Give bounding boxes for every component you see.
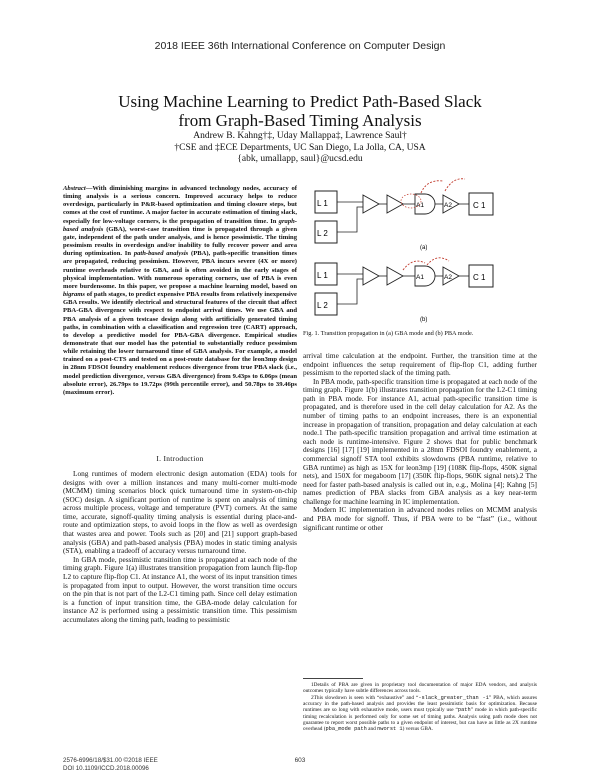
paragraph: In GBA mode, pessimistic transition time is propagated at each node of the timing graph. Figure 1(a) illustrates transition propagation from launch flip-flop L2 to capture flip-flop C1. At instance A1, the worst of its input transition times is propagated from input to output. However, the worst transition time occurs on the pin that is not part of the L2-C1 timing path. Since cell delay estimation is a function of input transition time, the GBA-mode delay calculation for instance A2 is performed using a pessimistic transition time. This pessimism accumulates along the timing path, leading to pessimistic [63,554,297,624]
author-block [60,131,540,166]
footnote-text: 2This slowdown is seen with “exhaustive” and “ [311,694,419,701]
footnote-rule [303,678,363,679]
figure-1b-label: (b) [420,317,428,323]
paragraph: In PBA mode, path-specific transition time is propagated at each node of the timing graph. Figure 1(b) illustrates transition propagation for the L2-C1 timing path in PBA mode. For instance A1, actual path-specific transition time is propagated, and is therefore used in the cell delay calculation for A2. As the number of timing paths to an endpoint increases, there is an exponential increase in propagation of transition, propagation and delay calculation at each node.1 The path-specific transition propagation and arrival time estimation at each node is runtime-intensive. Figure 2 shows that for public benchmark designs [16] [17] [19] implemented in a 28nm FDSOI foundry enablement, a commercial signoff STA tool exhibits slowdowns (PBA runtime, relative to GBA runtime) as high as 15X for leon3mp [19] (108K flip-flops, 450K signal nets), and 150X for megaboom [17] (350K flip-flops, 960K signal nets).2 The need for faster path-based analysis is called out in, e.g., Molina [4]; Kahng [5] names prediction of PBA slacks from GBA analysis as a key near-term challenge for machine learning in IC implementation. [303,376,537,506]
figure-1a [315,179,493,251]
author-names: Andrew B. Kahng†‡, Uday Mallappa‡, Lawrence Saul† [193,131,407,141]
footnote-code: pba_mode path [325,726,367,733]
footnote-text: ” mode in which path-specific timing recalculation is performed only for some set of timing paths. Analysis using path mode does not guarantee to report worst possible paths to a given endpoint of interest, but can have as little as 2X runtime overhead ( [303,707,537,733]
footnotes [303,682,537,733]
footnote-text: ” PBA, which assures accuracy in the path-based analysis and provides the least pessimistic basis for optimization. Because runtimes are so long with exhaustive mode, users must typically use “ [303,694,538,714]
footer-issn: 2576-6996/18/$31.00 ©2018 IEEE [63,757,158,764]
paragraph: arrival time calculation at the endpoint. Further, the transition time at the endpoint influences the setup requirement of flip-flop C1, adding further pessimism to the reported slack of the timing path. [303,351,537,378]
transition-arrow [445,179,465,191]
gate-buffer-icon [363,195,379,213]
gate-buffer-icon [363,267,379,285]
footnote-1: 1Details of PBA are given in proprietary tool documentation of major EDA vendors, and analysis outcomes typically have subtle differences across tools. [303,682,537,695]
abstract [63,185,297,397]
figure-1-diagram [303,177,537,327]
footnote-code: -slack_greater_than -1 [418,694,489,701]
conference-header: 2018 IEEE 36th International Conference on Computer Design [154,40,446,52]
abstract-text: (PBA), path-specific transition times are propagated, reducing pessimism. However, PBA incurs severe (4X or more) runtime overheads relative to GBA, and is often avoided in the early stages of physical implementation. With numerous operating corners, use of PBA is even more burdensome. In this paper, we propose a machine learning model, based on [63,250,297,290]
title-line-2: from Graph-Based Timing Analysis [178,111,422,130]
flipflop-l2-label: L 2 [317,301,328,310]
abstract-text: of path stages, to predict expensive PBA results from relatively inexpensive GBA results. We identify electrical and structural features of the circuit that affect PBA-GBA divergence with respect to endpoint arrival times. We use GBA and PBA analysis of a given testcase design along with artificially generated timing paths, in combination with a classification and regression tree (CART) approach, to develop a predictive model for PBA-GBA divergence. Empirical studies demonstrate that our model has the potential to substantially reduce pessimism while retaining the lower turnaround time of GBA analysis. For example, a model trained on a post-CTS and tested on a post-route database for the leon3mp design in 28nm FDSOI foundry enablement reduces divergence from true PBA slack (i.e., model prediction divergence, versus GBA divergence) from 9.43ps to 6.06ps (mean absolute error), 26.79ps to 19.72ps (99th percentile error), and 50.78ps to 39.46ps (maximum error). [63,291,297,396]
figure-1 [303,177,537,327]
flipflop-l1-label: L 1 [317,199,328,208]
gate-a1-label: A1 [416,274,424,281]
gate-buffer-icon [387,195,403,213]
author-email: {abk, umallapp, saul}@ucsd.edu [237,154,363,164]
page-number: 603 [294,757,306,764]
section-heading: I. Introduction [156,454,204,463]
footnote-code: nworst 1 [377,726,403,733]
paragraph: Long runtimes of modern electronic design automation (EDA) tools for designs with over a million instances and many multi-corner multi-mode (MCMM) timing scenarios block quick turnaround time in system-on-chip (SOC) design. A significant portion of runtime is spent on analysis of timing across multiple process, voltage and temperature (PVT) corners. At the same time, accurate, signoff-quality timing analysis is essential during place-and-route and optimization steps, to avoid loops in the flow as well as overdesign that wastes area and power. Tools such as [20] and [21] support graph-based analysis (GBA) and path-based analysis (PBA) modes in static timing analysis (STA), enabling a tradeoff of accuracy versus turnaround time. [63,469,297,556]
footnote-text: ) versus GBA. [402,726,434,733]
flipflop-c1-label: C 1 [473,201,486,210]
footnote-2 [303,695,537,733]
flipflop-l2-label: L 2 [317,229,328,238]
abstract-emphasis: path-based analysis [133,250,189,258]
paper-title [60,92,540,130]
gate-a1-label: A1 [416,202,424,209]
figure-caption: Fig. 1. Transition propagation in (a) GBA mode and (b) PBA mode. [303,330,474,337]
figure-1a-label: (a) [420,245,428,251]
footnote-code: path [457,707,471,714]
gate-a2-label: A2 [444,202,452,209]
abstract-text: (GBA), worst-case transition time is propagated through a given gate, independent of the path under analysis, and is hence pessimistic. The timing pessimism results in overdesign and/or inability to fully recover power and area during optimization. In [63,225,297,258]
transition-arrow [427,258,449,265]
flipflop-l1-label: L 1 [317,271,328,280]
abstract-label: Abstract [63,185,86,192]
gate-a2-label: A2 [444,274,452,281]
transition-arrow [421,181,443,193]
right-column-body [303,352,537,532]
footer-doi: DOI 10.1109/ICCD.2018.00096 [63,764,149,772]
abstract-text: —With diminishing margins in advanced technology nodes, accuracy of timing analysis is a serious concern. Improved accuracy helps to reduce overdesign, particularly in P&R-based optimization and timing closure steps, but comes at the cost of runtime. A major factor in accurate estimation of timing slack, especially for low-voltage corners, is the propagation of transition time. In [63,185,297,225]
abstract-emphasis: bigrams [63,291,85,299]
gate-buffer-icon [387,267,403,285]
abstract-emphasis: graph-based analysis [63,217,297,233]
footnote-text: and [366,726,378,733]
paragraph: Modern IC implementation in advanced nodes relies on MCMM analysis and PBA mode for signoff. Thus, if PBA were to be “fast” (i.e., without significant runtime or other [303,505,537,532]
flipflop-c1-label: C 1 [473,273,486,282]
author-affiliation: †CSE and ‡ECE Departments, UC San Diego, La Jolla, CA, USA [174,142,426,153]
figure-1b [315,258,493,323]
introduction-body [63,470,297,624]
title-line-1: Using Machine Learning to Predict Path-Based Slack [118,92,482,111]
